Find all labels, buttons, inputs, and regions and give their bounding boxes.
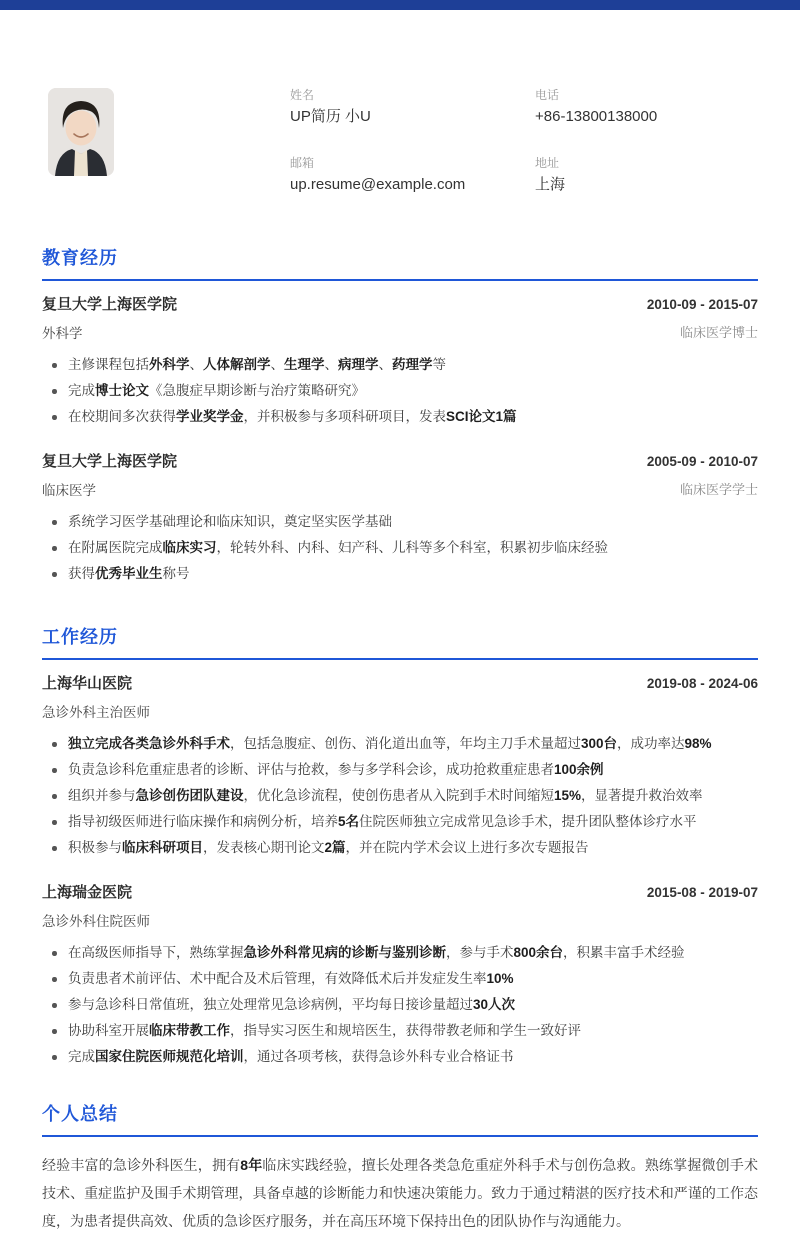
bullet-item: [42, 1044, 758, 1070]
bold-text-run: 急诊外科常见病的诊断与鉴别诊断: [243, 945, 446, 960]
text-run: ，成功率达: [617, 736, 685, 751]
resume-sections: [42, 244, 758, 1235]
field-value: UP简历 小U: [290, 108, 371, 125]
entry: [42, 672, 758, 861]
bold-text-run: 国家住院医师规范化培训: [95, 1049, 244, 1064]
section-work: [42, 623, 758, 1070]
text-run: 在校期间多次获得: [68, 409, 176, 424]
text-run: 系统学习医学基础理论和临床知识，奠定坚实医学基础: [68, 514, 392, 529]
entry-subheader: [42, 701, 758, 721]
contact-field-1: [535, 88, 758, 126]
field-label: 邮箱: [290, 156, 315, 170]
bold-text-run: 30人次: [473, 997, 516, 1012]
text-run: 指导初级医师进行临床操作和病例分析，培养: [68, 814, 338, 829]
text-run: 负责患者术前评估、术中配合及术后管理，有效降低术后并发症发生率: [68, 971, 487, 986]
bullet-item: [42, 509, 758, 535]
bold-text-run: 学业奖学金: [176, 409, 244, 424]
contact-header: [42, 88, 758, 194]
bold-text-run: 100余例: [554, 762, 604, 777]
entry-header: [42, 881, 758, 902]
text-run: 协助科室开展: [68, 1023, 149, 1038]
text-run: 主修课程包括: [68, 357, 149, 372]
bullet-item: [42, 535, 758, 561]
entry-subtitle: 急诊外科主治医师: [42, 705, 150, 720]
section-title-education: 教育经历: [42, 244, 758, 281]
section-title-summary: 个人总结: [42, 1100, 758, 1137]
bold-text-run: 300台: [581, 736, 618, 751]
text-run: ，并积极参与多项科研项目，发表: [243, 409, 446, 424]
bold-text-run: 临床实习: [162, 540, 217, 555]
entry-date: 2019-08 - 2024-06: [646, 676, 758, 691]
bullet-item: [42, 783, 758, 809]
text-run: 在高级医师指导下，熟练掌握: [68, 945, 244, 960]
bullet-item: [42, 1018, 758, 1044]
bold-text-run: 800余台: [513, 945, 564, 960]
entry-side-note: 临床医学博士: [679, 325, 758, 340]
text-run: 《急腹症早期诊断与治疗策略研究》: [149, 383, 365, 398]
entry-name: 复旦大学上海医学院: [42, 296, 178, 313]
entry-header: [42, 450, 758, 471]
entry-name: 复旦大学上海医学院: [42, 453, 178, 470]
resume-page: [0, 88, 800, 1235]
text-run: 住院医师独立完成常见急诊手术，提升团队整体诊疗水平: [359, 814, 697, 829]
text-run: 获得: [68, 566, 95, 581]
text-run: 经验丰富的急诊外科医生，拥有: [42, 1157, 241, 1173]
bold-text-run: 急诊创伤团队建设: [135, 788, 244, 803]
bold-text-run: 病理学: [338, 357, 379, 372]
bold-text-run: 2篇: [324, 840, 346, 855]
field-label: 姓名: [290, 88, 315, 102]
field-value: up.resume@example.com: [290, 176, 466, 193]
bullet-item: [42, 404, 758, 430]
bold-text-run: 8年: [240, 1157, 263, 1173]
bullet-list: [42, 352, 758, 430]
text-run: 积极参与: [68, 840, 122, 855]
contact-field-2: [290, 156, 535, 194]
top-accent-bar: [0, 0, 800, 10]
bullet-list: [42, 731, 758, 861]
bullet-list: [42, 940, 758, 1070]
bullet-item: [42, 992, 758, 1018]
text-run: ，优化急诊流程，使创伤患者从入院到手术时间缩短: [243, 788, 554, 803]
text-run: ，参与手术: [446, 945, 514, 960]
bold-text-run: 10%: [486, 971, 514, 986]
entry-date: 2005-09 - 2010-07: [646, 454, 758, 469]
bullet-item: [42, 940, 758, 966]
text-run: ，轮转外科、内科、妇产科、儿科等多个科室，积累初步临床经验: [216, 540, 608, 555]
contact-field-0: [290, 88, 535, 126]
bold-text-run: 博士论文: [95, 383, 149, 398]
bold-text-run: 人体解剖学: [203, 357, 271, 372]
text-run: ，发表核心期刊论文: [203, 840, 325, 855]
text-run: 称号: [162, 566, 190, 581]
portrait-illustration: [48, 88, 114, 176]
bold-text-run: 独立完成各类急诊外科手术: [68, 736, 230, 751]
entry-date: 2015-08 - 2019-07: [646, 885, 758, 900]
entry: [42, 450, 758, 587]
bullet-item: [42, 731, 758, 757]
bullet-item: [42, 561, 758, 587]
text-run: 在附属医院完成: [68, 540, 163, 555]
bold-text-run: 优秀毕业生: [95, 566, 163, 581]
entry-subtitle: 外科学: [42, 326, 83, 341]
text-run: 组织并参与: [68, 788, 136, 803]
field-label: 电话: [535, 88, 560, 102]
section-summary: [42, 1100, 758, 1235]
entry-name: 上海瑞金医院: [42, 884, 133, 901]
bold-text-run: 外科学: [149, 357, 190, 372]
entry: [42, 881, 758, 1070]
bullet-item: [42, 835, 758, 861]
entry-subtitle: 临床医学: [42, 483, 96, 498]
entry-side-note: 临床医学学士: [679, 482, 758, 497]
text-run: 等: [432, 357, 446, 372]
text-run: ，并在院内学术会议上进行多次专题报告: [345, 840, 589, 855]
entry-date: 2010-09 - 2015-07: [646, 297, 758, 312]
bullet-item: [42, 378, 758, 404]
field-value: +86-13800138000: [535, 108, 658, 125]
text-run: ，通过各项考核，获得急诊外科专业合格证书: [243, 1049, 514, 1064]
text-run: 完成: [68, 383, 95, 398]
bold-text-run: 5名: [338, 814, 360, 829]
text-run: ，指导实习医生和规培医生，获得带教老师和学生一致好评: [230, 1023, 581, 1038]
text-run: 参与急诊科日常值班，独立处理常见急诊病例，平均每日接诊量超过: [68, 997, 473, 1012]
section-title-work: 工作经历: [42, 623, 758, 660]
text-run: 、: [324, 357, 338, 372]
field-label: 地址: [535, 156, 560, 170]
text-run: ，包括急腹症、创伤、消化道出血等，年均主刀手术量超过: [230, 736, 581, 751]
summary-paragraph: [42, 1151, 758, 1235]
profile-photo: [48, 88, 114, 176]
entry-header: [42, 672, 758, 693]
bold-text-run: SCI论文1篇: [446, 409, 517, 424]
section-education: [42, 244, 758, 587]
bold-text-run: 临床带教工作: [149, 1023, 230, 1038]
text-run: ，积累丰富手术经验: [563, 945, 685, 960]
field-value: 上海: [535, 176, 566, 193]
text-run: 、: [270, 357, 284, 372]
bold-text-run: 药理学: [392, 357, 433, 372]
contact-fields: [290, 88, 758, 194]
bullet-item: [42, 966, 758, 992]
text-run: 完成: [68, 1049, 95, 1064]
bold-text-run: 15%: [554, 788, 582, 803]
entry-header: [42, 293, 758, 314]
entry-name: 上海华山医院: [42, 675, 133, 692]
contact-field-3: [535, 156, 758, 194]
bullet-item: [42, 757, 758, 783]
bullet-item: [42, 352, 758, 378]
entry-subheader: [42, 479, 758, 499]
text-run: 、: [378, 357, 392, 372]
entry-subheader: [42, 322, 758, 342]
text-run: ，显著提升救治效率: [581, 788, 703, 803]
entry: [42, 293, 758, 430]
bullet-list: [42, 509, 758, 587]
entry-subheader: [42, 910, 758, 930]
bold-text-run: 生理学: [284, 357, 325, 372]
bold-text-run: 98%: [684, 736, 712, 751]
text-run: 临床实践经验，擅长处理各类急危重症外科手术与创伤急救。熟练掌握微创手术技术、重症监护及围手术期管理，具备卓越的诊断能力和快速决策能力。致力于通过精湛的医疗技术和严谨的工作态度，为患者提供高效、优质的急诊医疗服务，并在高压环境下保持出色的团队协作与沟通能力。: [42, 1157, 758, 1229]
entry-subtitle: 急诊外科住院医师: [42, 914, 150, 929]
text-run: 、: [189, 357, 203, 372]
bold-text-run: 临床科研项目: [122, 840, 203, 855]
bullet-item: [42, 809, 758, 835]
text-run: 负责急诊科危重症患者的诊断、评估与抢救，参与多学科会诊，成功抢救重症患者: [68, 762, 554, 777]
